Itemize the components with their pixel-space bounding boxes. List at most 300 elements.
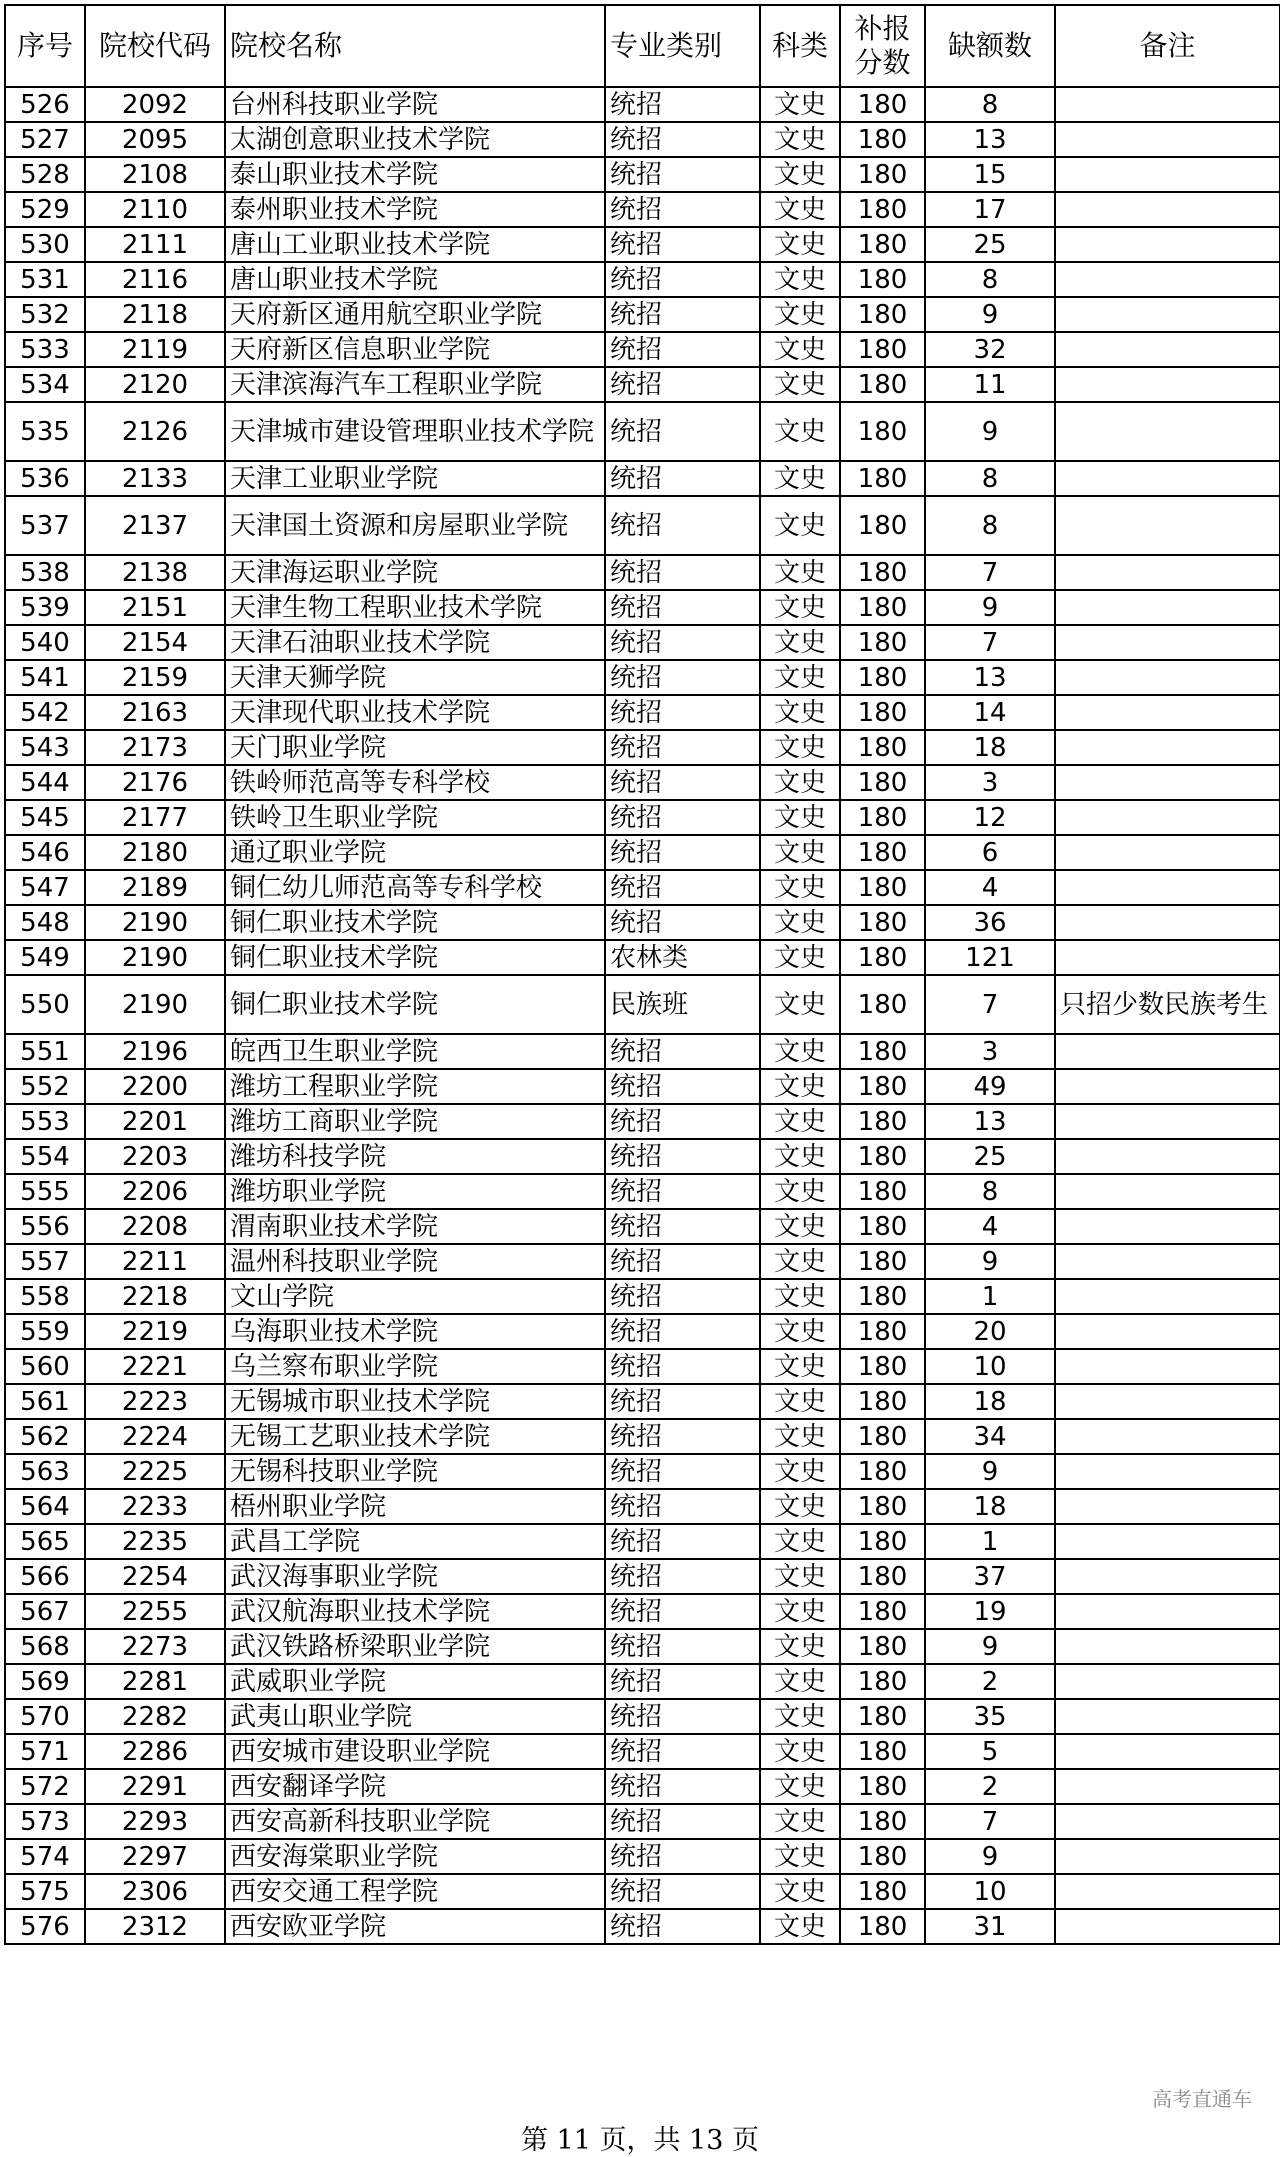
cell-score: 180 bbox=[840, 660, 925, 695]
cell-subject: 文史 bbox=[760, 1629, 840, 1664]
cell-vacancies: 32 bbox=[925, 332, 1055, 367]
cell-subject: 文史 bbox=[760, 1699, 840, 1734]
cell-score: 180 bbox=[840, 122, 925, 157]
header-vacancies: 缺额数 bbox=[925, 5, 1055, 87]
cell-school-name: 铜仁职业技术学院 bbox=[225, 975, 605, 1034]
cell-index: 554 bbox=[5, 1139, 85, 1174]
cell-school-code: 2218 bbox=[85, 1279, 225, 1314]
cell-school-code: 2177 bbox=[85, 800, 225, 835]
cell-index: 544 bbox=[5, 765, 85, 800]
cell-major-type: 统招 bbox=[605, 1279, 760, 1314]
cell-index: 562 bbox=[5, 1419, 85, 1454]
cell-index: 538 bbox=[5, 555, 85, 590]
cell-remarks bbox=[1055, 1034, 1280, 1069]
cell-school-code: 2151 bbox=[85, 590, 225, 625]
cell-score: 180 bbox=[840, 332, 925, 367]
table-row bbox=[5, 1209, 1280, 1244]
cell-index: 557 bbox=[5, 1244, 85, 1279]
cell-remarks bbox=[1055, 765, 1280, 800]
cell-vacancies: 9 bbox=[925, 1454, 1055, 1489]
cell-school-name: 乌海职业技术学院 bbox=[225, 1314, 605, 1349]
cell-school-code: 2180 bbox=[85, 835, 225, 870]
cell-remarks bbox=[1055, 1664, 1280, 1699]
cell-remarks bbox=[1055, 1209, 1280, 1244]
cell-subject: 文史 bbox=[760, 157, 840, 192]
cell-vacancies: 25 bbox=[925, 1139, 1055, 1174]
cell-vacancies: 18 bbox=[925, 1489, 1055, 1524]
cell-major-type: 统招 bbox=[605, 332, 760, 367]
cell-subject: 文史 bbox=[760, 625, 840, 660]
header-school-code: 院校代码 bbox=[85, 5, 225, 87]
cell-vacancies: 13 bbox=[925, 1104, 1055, 1139]
header-subject: 科类 bbox=[760, 5, 840, 87]
cell-vacancies: 6 bbox=[925, 835, 1055, 870]
cell-school-name: 铜仁职业技术学院 bbox=[225, 905, 605, 940]
cell-major-type: 统招 bbox=[605, 590, 760, 625]
cell-remarks bbox=[1055, 940, 1280, 975]
cell-remarks bbox=[1055, 660, 1280, 695]
cell-vacancies: 7 bbox=[925, 555, 1055, 590]
cell-score: 180 bbox=[840, 1384, 925, 1419]
table-row bbox=[5, 1104, 1280, 1139]
table-row bbox=[5, 1839, 1280, 1874]
table-row bbox=[5, 87, 1280, 122]
cell-remarks bbox=[1055, 730, 1280, 765]
table-row bbox=[5, 1139, 1280, 1174]
cell-major-type: 统招 bbox=[605, 297, 760, 332]
table-row bbox=[5, 660, 1280, 695]
cell-vacancies: 8 bbox=[925, 496, 1055, 555]
cell-vacancies: 7 bbox=[925, 1804, 1055, 1839]
cell-remarks bbox=[1055, 695, 1280, 730]
cell-major-type: 统招 bbox=[605, 800, 760, 835]
cell-score: 180 bbox=[840, 1629, 925, 1664]
cell-remarks bbox=[1055, 1909, 1280, 1944]
cell-remarks bbox=[1055, 1489, 1280, 1524]
cell-school-name: 泰州职业技术学院 bbox=[225, 192, 605, 227]
table-row bbox=[5, 402, 1280, 461]
cell-subject: 文史 bbox=[760, 1489, 840, 1524]
cell-major-type: 统招 bbox=[605, 1454, 760, 1489]
cell-major-type: 统招 bbox=[605, 625, 760, 660]
cell-subject: 文史 bbox=[760, 192, 840, 227]
cell-remarks bbox=[1055, 1279, 1280, 1314]
cell-major-type: 统招 bbox=[605, 1069, 760, 1104]
cell-index: 568 bbox=[5, 1629, 85, 1664]
cell-school-code: 2223 bbox=[85, 1384, 225, 1419]
table-row bbox=[5, 835, 1280, 870]
cell-score: 180 bbox=[840, 1349, 925, 1384]
cell-major-type: 统招 bbox=[605, 1349, 760, 1384]
cell-vacancies: 10 bbox=[925, 1349, 1055, 1384]
cell-subject: 文史 bbox=[760, 1874, 840, 1909]
cell-index: 528 bbox=[5, 157, 85, 192]
cell-major-type: 统招 bbox=[605, 1594, 760, 1629]
table-row bbox=[5, 1734, 1280, 1769]
cell-remarks bbox=[1055, 402, 1280, 461]
cell-subject: 文史 bbox=[760, 1419, 840, 1454]
cell-score: 180 bbox=[840, 1769, 925, 1804]
cell-vacancies: 9 bbox=[925, 1244, 1055, 1279]
cell-index: 564 bbox=[5, 1489, 85, 1524]
cell-school-code: 2173 bbox=[85, 730, 225, 765]
cell-index: 540 bbox=[5, 625, 85, 660]
cell-index: 542 bbox=[5, 695, 85, 730]
cell-vacancies: 11 bbox=[925, 367, 1055, 402]
cell-remarks bbox=[1055, 1629, 1280, 1664]
table-row bbox=[5, 1454, 1280, 1489]
cell-school-name: 皖西卫生职业学院 bbox=[225, 1034, 605, 1069]
cell-index: 551 bbox=[5, 1034, 85, 1069]
cell-school-name: 天门职业学院 bbox=[225, 730, 605, 765]
cell-major-type: 统招 bbox=[605, 1384, 760, 1419]
cell-major-type: 统招 bbox=[605, 192, 760, 227]
cell-subject: 文史 bbox=[760, 1244, 840, 1279]
cell-major-type: 统招 bbox=[605, 1104, 760, 1139]
cell-remarks bbox=[1055, 87, 1280, 122]
cell-school-code: 2208 bbox=[85, 1209, 225, 1244]
cell-index: 536 bbox=[5, 461, 85, 496]
cell-remarks bbox=[1055, 555, 1280, 590]
cell-school-code: 2286 bbox=[85, 1734, 225, 1769]
cell-school-name: 太湖创意职业技术学院 bbox=[225, 122, 605, 157]
table-row bbox=[5, 1699, 1280, 1734]
cell-score: 180 bbox=[840, 975, 925, 1034]
cell-score: 180 bbox=[840, 461, 925, 496]
cell-subject: 文史 bbox=[760, 1734, 840, 1769]
cell-major-type: 统招 bbox=[605, 1839, 760, 1874]
cell-vacancies: 9 bbox=[925, 590, 1055, 625]
cell-vacancies: 1 bbox=[925, 1524, 1055, 1559]
cell-score: 180 bbox=[840, 1734, 925, 1769]
cell-school-code: 2293 bbox=[85, 1804, 225, 1839]
cell-remarks bbox=[1055, 157, 1280, 192]
cell-school-name: 西安欧亚学院 bbox=[225, 1909, 605, 1944]
cell-subject: 文史 bbox=[760, 496, 840, 555]
cell-school-name: 潍坊工商职业学院 bbox=[225, 1104, 605, 1139]
cell-score: 180 bbox=[840, 1454, 925, 1489]
cell-vacancies: 8 bbox=[925, 1174, 1055, 1209]
cell-remarks bbox=[1055, 800, 1280, 835]
cell-major-type: 统招 bbox=[605, 367, 760, 402]
cell-remarks bbox=[1055, 1524, 1280, 1559]
cell-index: 574 bbox=[5, 1839, 85, 1874]
cell-vacancies: 9 bbox=[925, 1839, 1055, 1874]
cell-school-code: 2297 bbox=[85, 1839, 225, 1874]
cell-school-name: 天津现代职业技术学院 bbox=[225, 695, 605, 730]
cell-school-code: 2110 bbox=[85, 192, 225, 227]
cell-school-code: 2233 bbox=[85, 1489, 225, 1524]
cell-score: 180 bbox=[840, 625, 925, 660]
cell-major-type: 统招 bbox=[605, 1559, 760, 1594]
cell-school-code: 2111 bbox=[85, 227, 225, 262]
cell-subject: 文史 bbox=[760, 660, 840, 695]
cell-school-name: 无锡城市职业技术学院 bbox=[225, 1384, 605, 1419]
cell-school-name: 铁岭卫生职业学院 bbox=[225, 800, 605, 835]
cell-remarks bbox=[1055, 835, 1280, 870]
cell-subject: 文史 bbox=[760, 1104, 840, 1139]
table-row bbox=[5, 227, 1280, 262]
cell-remarks bbox=[1055, 590, 1280, 625]
table-row bbox=[5, 765, 1280, 800]
cell-school-code: 2095 bbox=[85, 122, 225, 157]
cell-subject: 文史 bbox=[760, 870, 840, 905]
cell-index: 573 bbox=[5, 1804, 85, 1839]
cell-major-type: 统招 bbox=[605, 1804, 760, 1839]
cell-school-code: 2221 bbox=[85, 1349, 225, 1384]
cell-school-code: 2224 bbox=[85, 1419, 225, 1454]
cell-remarks bbox=[1055, 1699, 1280, 1734]
cell-school-code: 2190 bbox=[85, 905, 225, 940]
cell-vacancies: 15 bbox=[925, 157, 1055, 192]
table-row bbox=[5, 122, 1280, 157]
cell-school-name: 天津城市建设管理职业技术学院 bbox=[225, 402, 605, 461]
table-row bbox=[5, 590, 1280, 625]
cell-remarks bbox=[1055, 1244, 1280, 1279]
cell-school-code: 2190 bbox=[85, 940, 225, 975]
cell-vacancies: 35 bbox=[925, 1699, 1055, 1734]
cell-vacancies: 34 bbox=[925, 1419, 1055, 1454]
cell-school-code: 2138 bbox=[85, 555, 225, 590]
cell-score: 180 bbox=[840, 1804, 925, 1839]
cell-vacancies: 8 bbox=[925, 262, 1055, 297]
cell-vacancies: 37 bbox=[925, 1559, 1055, 1594]
cell-subject: 文史 bbox=[760, 555, 840, 590]
cell-major-type: 统招 bbox=[605, 1139, 760, 1174]
cell-school-name: 渭南职业技术学院 bbox=[225, 1209, 605, 1244]
cell-major-type: 统招 bbox=[605, 1314, 760, 1349]
cell-score: 180 bbox=[840, 1209, 925, 1244]
cell-score: 180 bbox=[840, 1069, 925, 1104]
cell-remarks bbox=[1055, 122, 1280, 157]
cell-subject: 文史 bbox=[760, 332, 840, 367]
cell-score: 180 bbox=[840, 402, 925, 461]
cell-remarks bbox=[1055, 1069, 1280, 1104]
cell-school-name: 天津天狮学院 bbox=[225, 660, 605, 695]
cell-subject: 文史 bbox=[760, 1139, 840, 1174]
table-row bbox=[5, 496, 1280, 555]
cell-remarks bbox=[1055, 1384, 1280, 1419]
cell-school-name: 天津石油职业技术学院 bbox=[225, 625, 605, 660]
cell-subject: 文史 bbox=[760, 87, 840, 122]
cell-score: 180 bbox=[840, 800, 925, 835]
cell-score: 180 bbox=[840, 1664, 925, 1699]
table-row bbox=[5, 940, 1280, 975]
cell-remarks bbox=[1055, 1769, 1280, 1804]
admission-table bbox=[4, 4, 1280, 1945]
cell-school-code: 2203 bbox=[85, 1139, 225, 1174]
cell-score: 180 bbox=[840, 905, 925, 940]
cell-subject: 文史 bbox=[760, 297, 840, 332]
cell-remarks bbox=[1055, 1839, 1280, 1874]
cell-school-code: 2189 bbox=[85, 870, 225, 905]
cell-index: 545 bbox=[5, 800, 85, 835]
cell-school-name: 天津生物工程职业技术学院 bbox=[225, 590, 605, 625]
cell-index: 537 bbox=[5, 496, 85, 555]
cell-index: 532 bbox=[5, 297, 85, 332]
cell-score: 180 bbox=[840, 297, 925, 332]
cell-vacancies: 9 bbox=[925, 297, 1055, 332]
cell-index: 526 bbox=[5, 87, 85, 122]
cell-subject: 文史 bbox=[760, 1839, 840, 1874]
cell-score: 180 bbox=[840, 870, 925, 905]
cell-school-code: 2306 bbox=[85, 1874, 225, 1909]
cell-remarks bbox=[1055, 262, 1280, 297]
cell-score: 180 bbox=[840, 1839, 925, 1874]
cell-vacancies: 3 bbox=[925, 765, 1055, 800]
table-row bbox=[5, 1279, 1280, 1314]
cell-subject: 文史 bbox=[760, 1454, 840, 1489]
cell-vacancies: 49 bbox=[925, 1069, 1055, 1104]
cell-subject: 文史 bbox=[760, 1209, 840, 1244]
cell-major-type: 统招 bbox=[605, 1699, 760, 1734]
cell-index: 531 bbox=[5, 262, 85, 297]
table-row bbox=[5, 1804, 1280, 1839]
cell-school-code: 2291 bbox=[85, 1769, 225, 1804]
cell-subject: 文史 bbox=[760, 1279, 840, 1314]
cell-index: 576 bbox=[5, 1909, 85, 1944]
cell-school-code: 2254 bbox=[85, 1559, 225, 1594]
cell-score: 180 bbox=[840, 1034, 925, 1069]
cell-subject: 文史 bbox=[760, 835, 840, 870]
table-row bbox=[5, 1874, 1280, 1909]
cell-school-code: 2206 bbox=[85, 1174, 225, 1209]
table-row bbox=[5, 1349, 1280, 1384]
cell-school-name: 无锡科技职业学院 bbox=[225, 1454, 605, 1489]
cell-school-name: 潍坊工程职业学院 bbox=[225, 1069, 605, 1104]
cell-school-name: 西安城市建设职业学院 bbox=[225, 1734, 605, 1769]
cell-remarks bbox=[1055, 332, 1280, 367]
cell-major-type: 统招 bbox=[605, 461, 760, 496]
cell-index: 541 bbox=[5, 660, 85, 695]
cell-remarks bbox=[1055, 1804, 1280, 1839]
cell-index: 550 bbox=[5, 975, 85, 1034]
cell-school-name: 武夷山职业学院 bbox=[225, 1699, 605, 1734]
cell-school-name: 武汉航海职业技术学院 bbox=[225, 1594, 605, 1629]
cell-major-type: 统招 bbox=[605, 555, 760, 590]
cell-subject: 文史 bbox=[760, 461, 840, 496]
cell-major-type: 统招 bbox=[605, 905, 760, 940]
cell-score: 180 bbox=[840, 157, 925, 192]
cell-school-name: 铜仁幼儿师范高等专科学校 bbox=[225, 870, 605, 905]
cell-subject: 文史 bbox=[760, 1804, 840, 1839]
cell-index: 555 bbox=[5, 1174, 85, 1209]
cell-school-code: 2282 bbox=[85, 1699, 225, 1734]
cell-school-code: 2159 bbox=[85, 660, 225, 695]
cell-school-code: 2133 bbox=[85, 461, 225, 496]
cell-school-code: 2126 bbox=[85, 402, 225, 461]
cell-score: 180 bbox=[840, 1559, 925, 1594]
table-row bbox=[5, 695, 1280, 730]
cell-score: 180 bbox=[840, 1419, 925, 1454]
cell-score: 180 bbox=[840, 1279, 925, 1314]
cell-school-code: 2120 bbox=[85, 367, 225, 402]
table-row bbox=[5, 1909, 1280, 1944]
cell-school-code: 2118 bbox=[85, 297, 225, 332]
cell-remarks: 只招少数民族考生 bbox=[1055, 975, 1280, 1034]
cell-major-type: 统招 bbox=[605, 1734, 760, 1769]
cell-index: 533 bbox=[5, 332, 85, 367]
cell-school-name: 天津滨海汽车工程职业学院 bbox=[225, 367, 605, 402]
header-school-name: 院校名称 bbox=[225, 5, 605, 87]
cell-school-name: 天津海运职业学院 bbox=[225, 555, 605, 590]
cell-school-code: 2273 bbox=[85, 1629, 225, 1664]
table-row bbox=[5, 1524, 1280, 1559]
cell-school-name: 唐山工业职业技术学院 bbox=[225, 227, 605, 262]
cell-index: 569 bbox=[5, 1664, 85, 1699]
cell-remarks bbox=[1055, 625, 1280, 660]
cell-subject: 文史 bbox=[760, 1664, 840, 1699]
table-row bbox=[5, 1629, 1280, 1664]
table-row bbox=[5, 461, 1280, 496]
cell-major-type: 统招 bbox=[605, 87, 760, 122]
cell-subject: 文史 bbox=[760, 1524, 840, 1559]
cell-remarks bbox=[1055, 461, 1280, 496]
header-index: 序号 bbox=[5, 5, 85, 87]
cell-remarks bbox=[1055, 1454, 1280, 1489]
table-row bbox=[5, 297, 1280, 332]
cell-remarks bbox=[1055, 870, 1280, 905]
cell-index: 535 bbox=[5, 402, 85, 461]
cell-score: 180 bbox=[840, 555, 925, 590]
cell-index: 572 bbox=[5, 1769, 85, 1804]
cell-school-name: 通辽职业学院 bbox=[225, 835, 605, 870]
cell-major-type: 统招 bbox=[605, 1244, 760, 1279]
cell-school-code: 2137 bbox=[85, 496, 225, 555]
cell-subject: 文史 bbox=[760, 1384, 840, 1419]
table-row bbox=[5, 1034, 1280, 1069]
cell-major-type: 统招 bbox=[605, 262, 760, 297]
cell-remarks bbox=[1055, 1874, 1280, 1909]
cell-remarks bbox=[1055, 1174, 1280, 1209]
cell-score: 180 bbox=[840, 1314, 925, 1349]
cell-school-code: 2255 bbox=[85, 1594, 225, 1629]
cell-remarks bbox=[1055, 297, 1280, 332]
cell-index: 527 bbox=[5, 122, 85, 157]
cell-remarks bbox=[1055, 1139, 1280, 1174]
cell-index: 563 bbox=[5, 1454, 85, 1489]
cell-score: 180 bbox=[840, 730, 925, 765]
cell-subject: 文史 bbox=[760, 695, 840, 730]
table-row bbox=[5, 262, 1280, 297]
cell-school-name: 天府新区信息职业学院 bbox=[225, 332, 605, 367]
cell-school-code: 2281 bbox=[85, 1664, 225, 1699]
cell-score: 180 bbox=[840, 1874, 925, 1909]
cell-vacancies: 18 bbox=[925, 1384, 1055, 1419]
table-row bbox=[5, 975, 1280, 1034]
cell-index: 561 bbox=[5, 1384, 85, 1419]
cell-school-name: 无锡工艺职业技术学院 bbox=[225, 1419, 605, 1454]
cell-index: 570 bbox=[5, 1699, 85, 1734]
cell-vacancies: 8 bbox=[925, 461, 1055, 496]
cell-school-code: 2211 bbox=[85, 1244, 225, 1279]
cell-school-name: 武昌工学院 bbox=[225, 1524, 605, 1559]
cell-school-name: 西安高新科技职业学院 bbox=[225, 1804, 605, 1839]
table-row bbox=[5, 1244, 1280, 1279]
table-row bbox=[5, 1769, 1280, 1804]
cell-remarks bbox=[1055, 227, 1280, 262]
cell-score: 180 bbox=[840, 835, 925, 870]
watermark: 高考直通车 bbox=[1152, 2087, 1252, 2111]
cell-index: 571 bbox=[5, 1734, 85, 1769]
cell-index: 558 bbox=[5, 1279, 85, 1314]
cell-remarks bbox=[1055, 1734, 1280, 1769]
cell-subject: 文史 bbox=[760, 367, 840, 402]
table-row bbox=[5, 1419, 1280, 1454]
cell-vacancies: 121 bbox=[925, 940, 1055, 975]
cell-vacancies: 8 bbox=[925, 87, 1055, 122]
table-row bbox=[5, 1489, 1280, 1524]
